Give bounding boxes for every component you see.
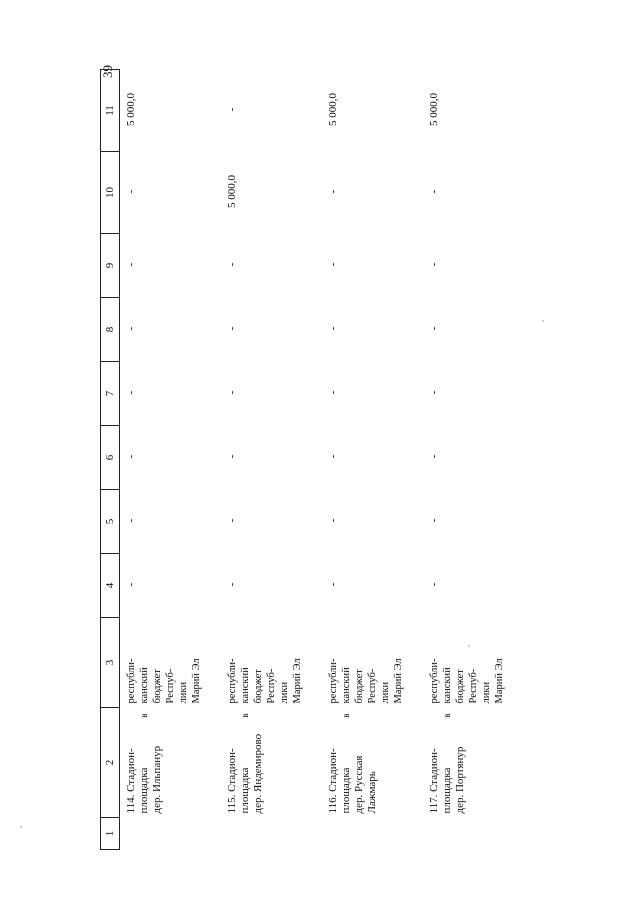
object-code-letter: в [139, 713, 149, 718]
column-header-5: 5 [101, 490, 120, 554]
cell-funding-source: республи- канский бюджет Респуб- лики Марий Эл [227, 658, 303, 704]
column-header-9: 9 [101, 234, 120, 298]
cell-funding-source: республи- канский бюджет Респуб- лики Марий Эл [126, 658, 202, 704]
cell-col-4: - [226, 582, 238, 587]
cell-col-10: - [125, 189, 137, 194]
cell-col-7: - [428, 390, 440, 395]
column-header-11: 11 [101, 70, 120, 152]
budget-table [100, 69, 524, 850]
cell-col-6: - [125, 454, 137, 459]
column-header-8: 8 [101, 298, 120, 362]
column-header-10: 10 [101, 152, 120, 234]
cell-col-7: - [125, 390, 137, 395]
cell-col-1 [221, 818, 322, 850]
cell-col-1 [423, 818, 524, 850]
cell-col-10: - [428, 189, 440, 194]
column-header-1: 1 [101, 818, 120, 850]
cell-object-name [322, 708, 423, 818]
column-header-2: 2 [101, 708, 120, 818]
cell-col-9: - [327, 262, 339, 267]
cell-object-name [120, 708, 222, 818]
cell-col-4: - [428, 582, 440, 587]
object-name: 117. Стадион- площадка дер. Портянур [428, 746, 466, 814]
cell-col-11: 5 000,0 [327, 93, 339, 126]
cell-col-8: - [226, 326, 238, 331]
cell-col-1 [120, 818, 222, 850]
cell-funding-source: республи- канский бюджет Респуб- лики Марий Эл [429, 658, 505, 704]
cell-col-5: - [226, 518, 238, 523]
cell-col-7: - [226, 390, 238, 395]
scan-speck [20, 826, 22, 828]
cell-object-name [221, 708, 322, 818]
cell-col-11: 5 000,0 [428, 93, 440, 126]
object-code-letter: в [442, 713, 452, 718]
table-row [221, 70, 322, 850]
column-header-7: 7 [101, 362, 120, 426]
cell-col-11: - [226, 107, 238, 112]
object-name: 114. Стадион- площадка дер. Ильпанур [125, 745, 163, 814]
scan-speck [542, 320, 544, 322]
object-code-letter: в [341, 713, 351, 718]
page-number: 39 [100, 65, 115, 78]
rotated-table-wrapper [100, 70, 540, 850]
cell-funding-source: республи- канский бюджет Респуб- лики Марий Эл [328, 658, 404, 704]
object-name: 116. Стадион- площадка дер. Русская Лажмарь [327, 748, 378, 814]
cell-col-6: - [428, 454, 440, 459]
cell-col-6: - [327, 454, 339, 459]
cell-col-10: - [327, 189, 339, 194]
cell-col-6: - [226, 454, 238, 459]
cell-col-4: - [327, 582, 339, 587]
cell-col-8: - [428, 326, 440, 331]
table-row [322, 70, 423, 850]
cell-col-5: - [428, 518, 440, 523]
table-row [423, 70, 524, 850]
column-header-6: 6 [101, 426, 120, 490]
cell-col-9: - [125, 262, 137, 267]
cell-col-9: - [226, 262, 238, 267]
cell-col-5: - [327, 518, 339, 523]
cell-col-7: - [327, 390, 339, 395]
column-header-3: 3 [101, 618, 120, 708]
cell-col-5: - [125, 518, 137, 523]
cell-col-8: - [327, 326, 339, 331]
object-code-letter: в [240, 713, 250, 718]
scan-speck [468, 645, 470, 647]
cell-col-4: - [125, 582, 137, 587]
table-row [120, 70, 222, 850]
cell-col-9: - [428, 262, 440, 267]
cell-col-10: 5 000,0 [226, 175, 238, 208]
header-row [101, 70, 120, 850]
cell-object-name [423, 708, 524, 818]
cell-col-1 [322, 818, 423, 850]
object-name: 115. Стадион- площадка дер. Яндемирово [226, 733, 264, 814]
cell-col-11: 5 000,0 [125, 93, 137, 126]
column-header-4: 4 [101, 554, 120, 618]
cell-col-8: - [125, 326, 137, 331]
